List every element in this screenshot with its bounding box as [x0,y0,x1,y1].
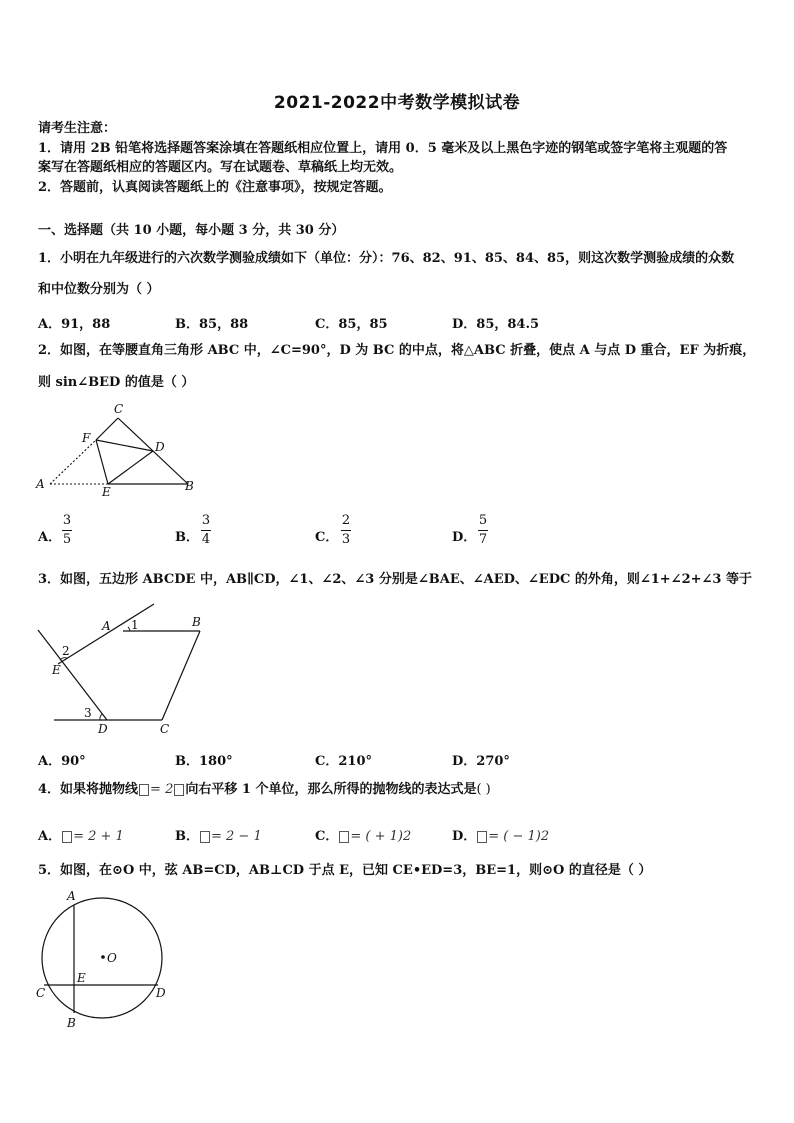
q3-option-d: D．270° [452,754,510,769]
section-heading: 一、选择题（共 10 小题，每小题 3 分，共 30 分） [38,223,345,238]
q1-option-c: C．85，85 [315,317,388,332]
q4-prefix: 4．如果将抛物线 [38,782,139,797]
q3-line-de-extended [38,630,107,720]
q2-option-d-fraction [478,514,488,547]
q4-option-d-expr: = ( − 1)2 [488,829,550,844]
q5-figure-circle [30,885,180,1030]
q3-angle-label-1: 1 [131,618,139,632]
question-2-line-1: 2．如图，在等腰直角三角形 ABC 中，∠C=90°，D 为 BC 的中点，将△ABC 折叠，使点 A 与点 D 重合，EF 为折痕， [38,343,756,358]
q1-option-a: A．91，88 [38,317,111,332]
q4-option-a-expr: = 2 + 1 [73,829,124,844]
q2-option-a-fraction [62,514,72,547]
q5-center-point [101,955,105,959]
notice-heading: 请考生注意： [38,121,117,136]
q2-label-d: D [155,440,165,454]
q4-answer-paren: ( ) [476,782,491,797]
q2-option-d-letter: D． [452,530,477,545]
q3-option-a: A．90° [38,754,86,769]
question-1-line-1: 1．小明在九年级进行的六次数学测验成绩如下（单位：分）：76、82、91、85、84、85，则这次数学测验成绩的众数 [38,251,735,266]
q3-option-c: C．210° [315,754,372,769]
q2-segment-fd [96,440,153,451]
q4-option-b [175,825,262,844]
q1-option-d: D．85，84.5 [452,317,540,332]
q2-option-b-denominator: 4 [201,532,211,547]
q4-option-d [452,825,549,844]
q4-option-b-box [200,831,210,843]
q3-label-e: E [52,663,61,677]
question-1-line-2: 和中位数分别为（ ） [38,282,160,297]
q2-label-a: A [36,477,45,491]
q4-option-c-letter: C． [315,829,339,844]
q2-option-a-denominator: 5 [62,532,72,547]
q2-figure-triangle [30,398,210,500]
notice-item-2: 2．答题前，认真阅读答题纸上的《注意事项》，按规定答题。 [38,180,392,195]
q2-option-b-numerator: 3 [201,513,211,528]
notice-item-1-line-1: 1．请用 2B 铅笔将选择题答案涂填在答题纸相应位置上，请用 0．5 毫米及以上黑色字迹的钢笔或签字笔将主观题的答 [38,141,728,156]
q4-option-d-letter: D． [452,829,477,844]
q2-label-e: E [102,485,111,499]
question-2-line-2: 则 sin∠BED 的值是（ ） [38,375,195,390]
q3-label-c: C [160,722,170,736]
q4-variable-x-box [174,784,184,796]
q2-option-a-numerator: 3 [62,513,72,528]
q2-option-c-letter: C． [315,530,339,545]
q1-option-b: B．85，88 [175,317,249,332]
q3-label-b: B [192,615,201,629]
q5-label-c: C [36,986,46,1000]
q2-side-cf [96,418,118,440]
q2-fold-line-af [50,440,96,484]
q4-option-a [38,825,124,844]
q4-option-b-expr: = 2 − 1 [211,829,262,844]
q3-side-bc [162,631,200,720]
q4-option-c-expr: = ( + 1)2 [350,829,412,844]
q2-segment-ed [108,451,153,484]
notice-item-1-line-2: 案写在答题纸相应的答题区内。写在试题卷、草稿纸上均无效。 [38,160,403,175]
q3-line-ea-extended [58,604,154,664]
q2-option-d-numerator: 5 [478,513,488,528]
q2-label-b: B [185,479,194,493]
question-4-line [38,782,758,798]
q2-fold-crease-fe [96,440,108,484]
q4-middle-text: 向右平移 1 个单位，那么所得的抛物线的表达式是 [185,782,477,797]
q2-label-f: F [82,431,91,445]
question-5-line-1: 5．如图，在⊙O 中，弦 AB=CD，AB⊥CD 于点 E，已知 CE•ED=3，BE=1，则⊙O 的直径是（ ） [38,863,652,878]
q3-arc-3 [100,714,102,720]
q5-label-o: O [107,951,117,965]
q4-variable-y-box [139,784,149,796]
q3-angle-label-2: 2 [62,644,70,658]
q2-option-b-fraction [201,514,211,547]
q2-option-c-numerator: 2 [341,513,351,528]
q4-option-a-box [62,831,72,843]
q2-option-c-denominator: 3 [341,532,351,547]
q4-option-d-box [477,831,487,843]
q2-option-a-letter: A． [38,530,62,545]
q3-label-a: A [102,619,111,633]
q3-figure-pentagon [30,598,220,738]
q2-option-b-letter: B． [175,530,199,545]
q2-option-d-denominator: 7 [478,532,488,547]
q4-option-a-letter: A． [38,829,62,844]
q2-label-c: C [114,402,124,416]
q4-option-c [315,825,411,844]
q2-option-c-fraction [341,514,351,547]
q5-label-d: D [156,986,166,1000]
q4-option-b-letter: B． [175,829,199,844]
q5-label-a: A [67,889,76,903]
question-3-line-1: 3．如图，五边形 ABCDE 中，AB∥CD，∠1、∠2、∠3 分别是∠BAE、∠AED、∠EDC 的外角，则∠1+∠2+∠3 等于 [38,572,752,587]
q5-label-e: E [77,971,86,985]
q4-option-c-box [339,831,349,843]
q5-label-b: B [67,1016,76,1030]
q3-option-b: B．180° [175,754,233,769]
q3-label-d: D [98,722,108,736]
q4-expression: = 2 [150,782,174,797]
page-title: 2021-2022中考数学模拟试卷 [273,93,521,113]
q3-angle-label-3: 3 [84,706,92,720]
